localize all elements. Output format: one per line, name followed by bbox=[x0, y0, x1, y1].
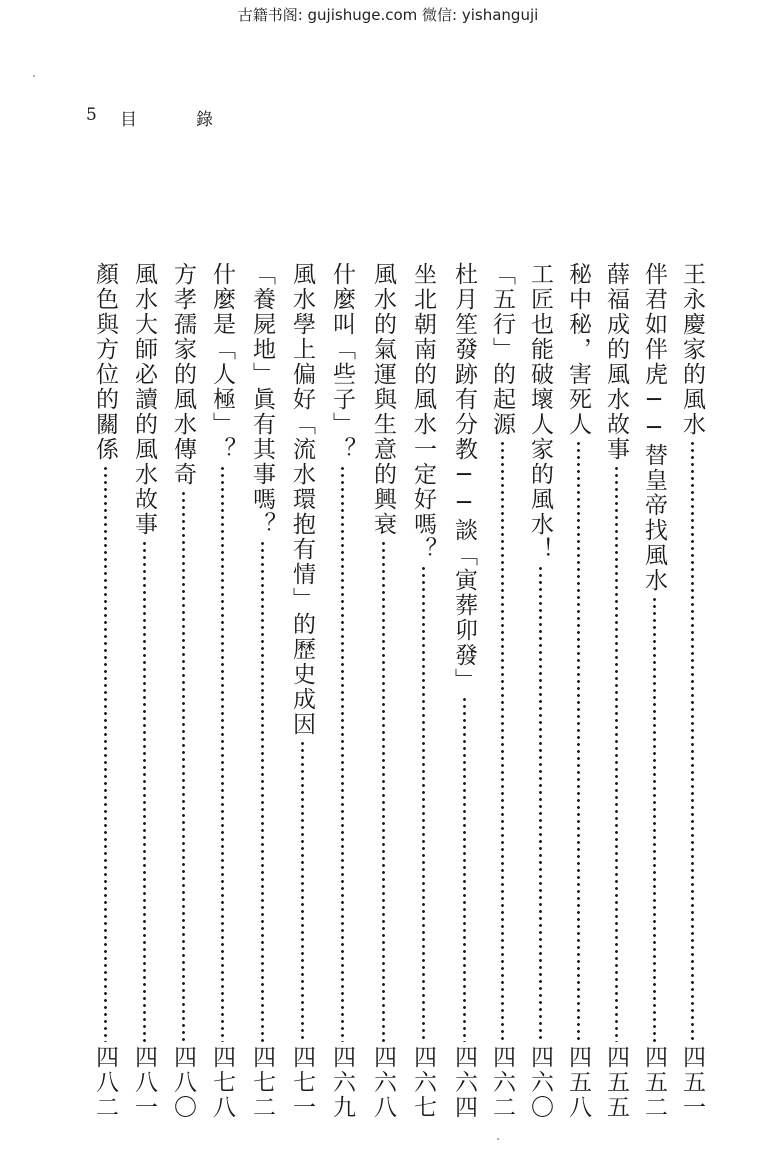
toc-entry bbox=[525, 262, 555, 1120]
toc-entry bbox=[247, 262, 277, 1120]
dot-leader bbox=[501, 440, 504, 1042]
toc-entry-page: 四六〇 bbox=[527, 1045, 553, 1120]
toc-entry bbox=[90, 262, 120, 1120]
dot-leader bbox=[143, 540, 146, 1042]
toc-entry bbox=[601, 262, 631, 1120]
toc-entry-title: 秘中秘，害死人 bbox=[565, 262, 591, 437]
toc-entry-title: 風水大師必讀的風水故事 bbox=[131, 262, 157, 537]
toc-entry-page: 四五二 bbox=[641, 1045, 667, 1120]
toc-entry-page: 四六七 bbox=[410, 1045, 436, 1120]
toc-entry bbox=[129, 262, 159, 1120]
toc-entry bbox=[563, 262, 593, 1120]
watermark-text: 古籍书阁: gujishuge.com 微信: yishanguji bbox=[237, 6, 539, 24]
dot-leader bbox=[653, 596, 656, 1042]
toc-entry bbox=[449, 262, 479, 1120]
toc-entry-page: 四六四 bbox=[451, 1045, 477, 1120]
header-title-right: 錄 bbox=[196, 110, 213, 130]
toc-entry-title: 王永慶家的風水 bbox=[679, 262, 705, 437]
dot-leader bbox=[182, 490, 185, 1042]
header-title-left: 目 bbox=[120, 110, 137, 130]
toc-entry-page: 四七一 bbox=[289, 1045, 315, 1120]
toc-entry-page: 四六九 bbox=[329, 1045, 355, 1120]
toc-entry-page: 四六二 bbox=[489, 1045, 515, 1120]
toc-entry bbox=[408, 262, 438, 1120]
dot-leader bbox=[261, 540, 264, 1042]
page-number: 5 bbox=[86, 105, 97, 125]
toc-entry-title: 伴君如伴虎──替皇帝找風水 bbox=[641, 262, 667, 593]
toc-entry bbox=[677, 262, 707, 1120]
toc-entry-page: 四五一 bbox=[679, 1045, 705, 1120]
toc-entry-title: 薛福成的風水故事 bbox=[603, 262, 629, 462]
toc-entry bbox=[368, 262, 398, 1120]
toc-entry-title: 「養屍地」眞有其事嗎？ bbox=[249, 262, 275, 537]
dot-leader bbox=[221, 465, 224, 1042]
toc-entry-title: 工匠也能破壞人家的風水！ bbox=[527, 262, 553, 562]
toc-entry-page: 四七八 bbox=[209, 1045, 235, 1120]
toc-entry-page: 四七二 bbox=[249, 1045, 275, 1120]
dot-leader bbox=[615, 465, 618, 1042]
dot-leader bbox=[463, 696, 466, 1042]
toc-entry bbox=[207, 262, 237, 1120]
toc-entry-page: 四八〇 bbox=[170, 1045, 196, 1120]
scan-speck bbox=[497, 1138, 499, 1140]
dot-leader bbox=[691, 440, 694, 1042]
toc-entry-title: 坐北朝南的風水一定好嗎？ bbox=[410, 262, 436, 562]
toc-entry-page: 四五八 bbox=[565, 1045, 591, 1120]
toc-entry-page: 四五五 bbox=[603, 1045, 629, 1120]
toc-entry-page: 四六八 bbox=[370, 1045, 396, 1120]
toc-entry-title: 風水學上偏好「流水環抱有情」的歷史成因 bbox=[289, 262, 315, 737]
toc-entry-page: 四八二 bbox=[92, 1045, 118, 1120]
dot-leader bbox=[422, 565, 425, 1042]
dot-leader bbox=[341, 465, 344, 1042]
toc-entry bbox=[287, 262, 317, 1120]
toc-entry-title: 什麼是「人極」？ bbox=[209, 262, 235, 462]
toc-entry-title: 方孝孺家的風水傳奇 bbox=[170, 262, 196, 487]
toc-entry-title: 什麼叫「些子」？ bbox=[329, 262, 355, 462]
toc-entry bbox=[168, 262, 198, 1120]
toc-entry bbox=[639, 262, 669, 1120]
dot-leader bbox=[382, 540, 385, 1042]
toc-entry-title: 杜月笙發跡有分教──談「寅葬卯發」 bbox=[451, 262, 477, 693]
scan-speck bbox=[33, 75, 35, 77]
toc-entry bbox=[487, 262, 517, 1120]
dot-leader bbox=[577, 440, 580, 1042]
toc-entry-title: 風水的氣運與生意的興衰 bbox=[370, 262, 396, 537]
toc-entry-page: 四八一 bbox=[131, 1045, 157, 1120]
dot-leader bbox=[539, 565, 542, 1042]
toc-entry bbox=[327, 262, 357, 1120]
toc-entry-title: 顏色與方位的關係 bbox=[92, 262, 118, 462]
toc-entry-title: 「五行」的起源 bbox=[489, 262, 515, 437]
dot-leader bbox=[301, 740, 304, 1042]
dot-leader bbox=[104, 465, 107, 1042]
